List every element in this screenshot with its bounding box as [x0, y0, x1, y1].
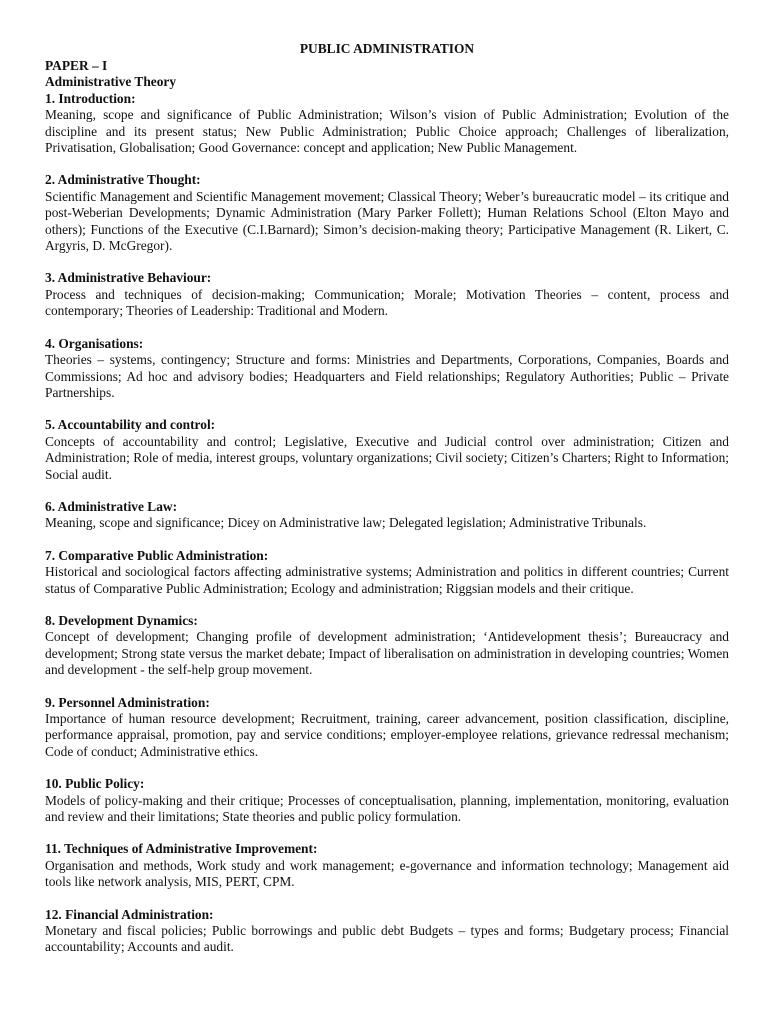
- section-title: 9. Personnel Administration:: [45, 694, 210, 710]
- section-title: 1. Introduction:: [45, 90, 136, 106]
- section-administrative-thought: [45, 172, 729, 254]
- section-title: 5. Accountability and control:: [45, 417, 216, 433]
- section-introduction: [45, 91, 729, 157]
- section-body: Organisation and methods, Work study and work management; e-governance and information technology; Management aid tools like network analysis, MIS, PERT, CPM.: [45, 857, 729, 890]
- section-body: Historical and sociological factors affecting administrative systems; Administration and politics in different countries; Current status of Comparative Public Administration; Ecology and administration; Riggsian models and their critique.: [45, 564, 729, 596]
- section-comparative-public-administration: [45, 548, 729, 597]
- section-body: Meaning, scope and significance; Dicey on Administrative law; Delegated legislation; Administrative Tribunals.: [45, 515, 647, 531]
- section-financial-administration: [45, 907, 729, 956]
- section-body: Importance of human resource development; Recruitment, training, career advancement, position classification, discipline, performance appraisal, promotion, pay and service conditions; employer-employee relations, grievance redressal mechanism; Code of conduct; Administrative ethics.: [45, 711, 729, 759]
- section-administrative-behaviour: [45, 270, 729, 319]
- section-accountability-and-control: [45, 417, 729, 483]
- section-development-dynamics: [45, 613, 729, 679]
- paper-heading: PAPER – I: [45, 58, 108, 73]
- document-title: PUBLIC ADMINISTRATION: [299, 41, 475, 56]
- document-page: [45, 40, 729, 972]
- section-body: Monetary and fiscal policies; Public borrowings and public debt Budgets – types and forms; Budgetary process; Financial accountability; Accounts and audit.: [45, 923, 729, 955]
- section-title: 10. Public Policy:: [45, 776, 145, 792]
- section-title: 7. Comparative Public Administration:: [45, 547, 269, 563]
- section-body: Scientific Management and Scientific Management movement; Classical Theory; Weber’s bureaucratic model – its critique and post-Weberian Developments; Dynamic Administration (Mary Parker Follett); Human Relations School (Elton Mayo and others); Functions of the Executive (C.I.Barnard); Simon’s decision-making theory; Participative Management (R. Likert, C. Argyris, D. McGregor).: [45, 188, 729, 254]
- section-title: 4. Organisations:: [45, 335, 144, 351]
- section-title: 3. Administrative Behaviour:: [45, 270, 212, 286]
- section-administrative-law: [45, 499, 729, 532]
- section-title: 8. Development Dynamics:: [45, 612, 198, 628]
- section-title: 2. Administrative Thought:: [45, 172, 201, 188]
- section-body: Meaning, scope and significance of Public Administration; Wilson’s vision of Public Administration; Evolution of the discipline and its present status; New Public Administration; Public Choice approach; Challenges of liberalization, Privatisation, Globalisation; Good Governance: concept and application; New Public Management.: [45, 107, 729, 156]
- section-title: 6. Administrative Law:: [45, 498, 178, 514]
- part-heading: Administrative Theory: [45, 74, 177, 90]
- section-public-policy: [45, 776, 729, 825]
- section-body: Theories – systems, contingency; Structure and forms: Ministries and Departments, Corporations, Companies, Boards and Commissions; Ad hoc and advisory bodies; Headquarters and Field relationships; Regulatory Authorities; Public – Private Partnerships.: [45, 352, 729, 400]
- section-title: 11. Techniques of Administrative Improvement:: [45, 841, 318, 857]
- section-organisations: [45, 336, 729, 402]
- section-body: Concepts of accountability and control; Legislative, Executive and Judicial control over administration; Citizen and Administration; Role of media, interest groups, voluntary organizations; Civil society; Citizen’s Charters; Right to Information; Social audit.: [45, 433, 729, 482]
- section-title: 12. Financial Administration:: [45, 906, 214, 922]
- section-body: Process and techniques of decision-making; Communication; Morale; Motivation Theories – content, process and contemporary; Theories of Leadership: Traditional and Modern.: [45, 286, 729, 319]
- section-body: Models of policy-making and their critique; Processes of conceptualisation, planning, implementation, monitoring, evaluation and review and their limitations; State theories and public policy formulation.: [45, 792, 729, 825]
- section-techniques-of-administrative-improvement: [45, 841, 729, 890]
- section-body: Concept of development; Changing profile of development administration; ‘Antidevelopment thesis’; Bureaucracy and development; Strong state versus the market debate; Impact of liberalisation on administration in developing countries; Women and development - the self-help group movement.: [45, 629, 729, 678]
- section-personnel-administration: [45, 695, 729, 761]
